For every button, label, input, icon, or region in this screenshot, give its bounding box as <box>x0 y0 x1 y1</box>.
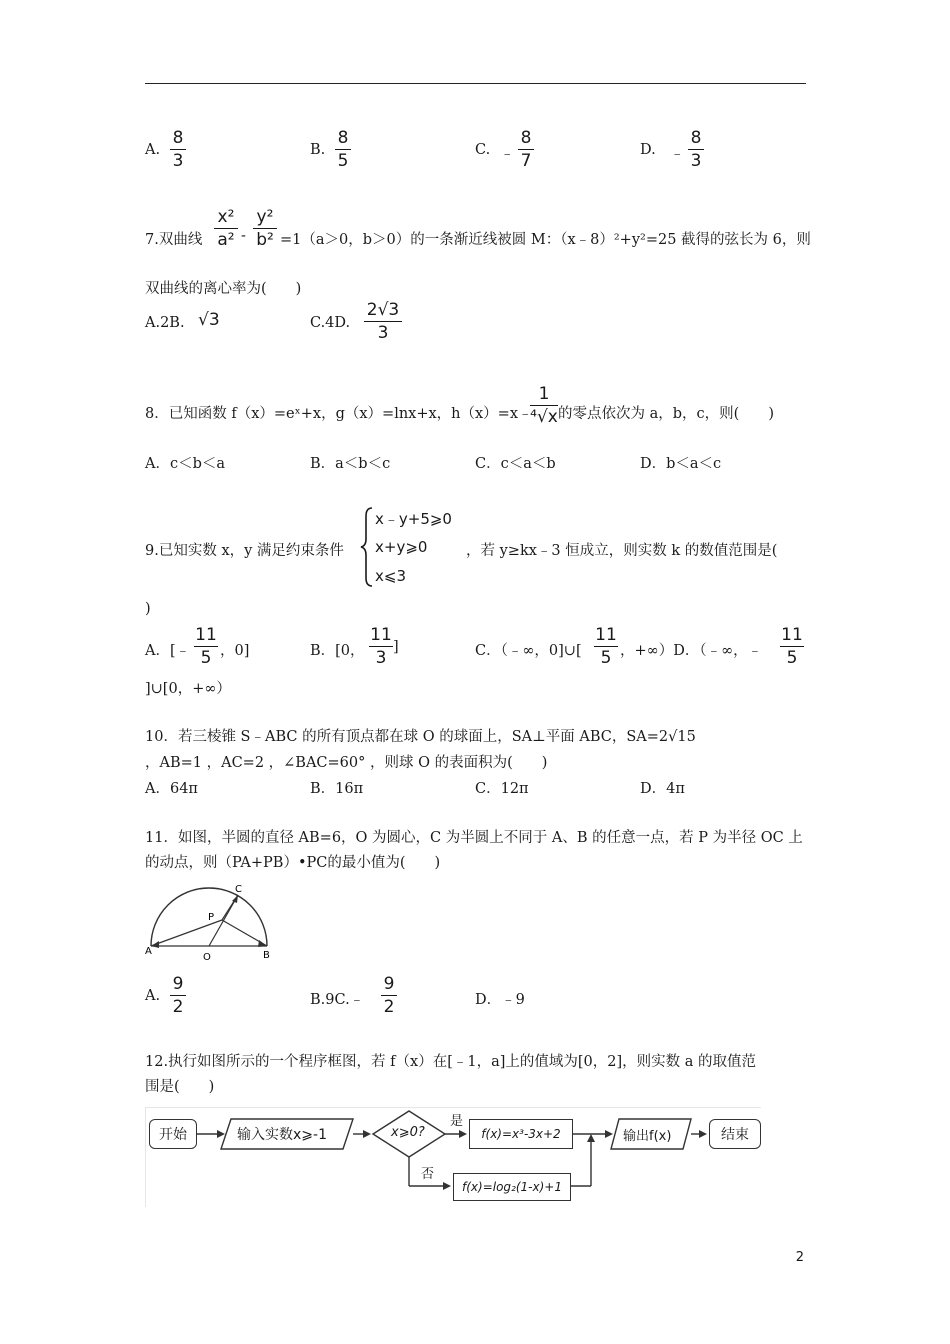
q9-option-a-pre: A．[﹣ <box>145 643 191 659</box>
page-number: 2 <box>795 1250 804 1265</box>
label-p: P <box>208 912 215 923</box>
flow-no-label: 否 <box>421 1167 435 1182</box>
q7-option-d-fraction: 2√3 3 <box>364 300 402 343</box>
q9-option-b-fraction: 11 3 <box>370 625 392 669</box>
q7-option-a: A.2B. <box>145 315 185 331</box>
label-a: A <box>145 946 152 957</box>
q9-line2: ) <box>145 601 151 617</box>
option-c-fraction: 8 7 <box>518 128 534 171</box>
q7-option-c: C.4D. <box>310 315 351 331</box>
q12-line1: 12.执行如图所示的一个程序框图，若 f（x）在[﹣1，a]上的值域为[0，2]，则实数 a 的取值范 <box>145 1054 757 1070</box>
q11-option-bc: B.9C.﹣ <box>310 992 365 1008</box>
q11-option-d: D．﹣9 <box>475 992 525 1008</box>
q9-option-c-pre: C．（﹣∞，0]∪[ <box>475 643 582 659</box>
q10-line1: 10．若三棱锥 S﹣ABC 的所有顶点都在球 O 的球面上，SA⊥平面 ABC，SA=2√15 <box>145 729 696 745</box>
q7-fraction-y: y² b² <box>253 207 277 250</box>
q10-line2: ，AB=1 ，AC=2 ，∠BAC=60° ，则球 O 的表面积为( ) <box>145 755 548 771</box>
q12-flowchart <box>145 1107 761 1207</box>
option-d-fraction: 8 3 <box>688 128 704 171</box>
arrow-c <box>232 895 238 903</box>
q9-option-c-post: ，+∞）D．（﹣∞，﹣ <box>620 643 763 659</box>
option-c-sign: ﹣ <box>500 146 515 162</box>
q9-option-c-fraction: 11 5 <box>595 625 617 669</box>
option-a-label: A. <box>145 142 161 158</box>
label-c: C <box>235 884 242 895</box>
flow-yes-process: f(x)=x³-3x+2 <box>469 1119 573 1149</box>
q8-option-c: C．c＜a＜b <box>475 456 556 472</box>
option-d-label: D. <box>640 142 656 158</box>
q7-fraction-x: x² a² <box>214 207 238 250</box>
q11-line1: 11．如图，半圆的直径 AB=6，O 为圆心，C 为半圆上不同于 A、B 的任意一点，若 P 为半径 OC 上 <box>145 830 803 846</box>
q8-fraction: 1 ⁴√x <box>530 384 558 428</box>
q9-option-b-post: ] <box>393 639 399 655</box>
q8-text: 8．已知函数 f（x）=eˣ+x，g（x）=lnx+x，h（x）=x﹣ <box>145 406 533 422</box>
label-b: B <box>263 950 270 960</box>
q11-option-a-label: A. <box>145 988 161 1004</box>
q9-constraint-3: x⩽3 <box>375 567 406 585</box>
q7-line2: 双曲线的离心率为( ) <box>145 281 302 297</box>
q9-option-d-fraction: 11 5 <box>781 625 803 669</box>
header-rule <box>145 83 806 84</box>
q9-brace <box>360 506 374 588</box>
q8-option-b: B．a＜b＜c <box>310 456 391 472</box>
q10-option-b: B．16π <box>310 781 364 797</box>
q9-constraint-1: x﹣y+5⩾0 <box>375 510 452 528</box>
q10-option-d: D．4π <box>640 781 685 797</box>
flow-no-process: f(x)=log₂(1-x)+1 <box>453 1173 571 1201</box>
q8-tail: 的零点依次为 a，b，c，则( ) <box>558 406 774 422</box>
arrow-b <box>258 940 267 947</box>
q11-semicircle-figure <box>142 880 276 960</box>
arrow-a <box>151 941 159 948</box>
option-b-fraction: 8 5 <box>335 128 351 171</box>
q9-option-b-pre: B．[0， <box>310 643 365 659</box>
q10-option-c: C．12π <box>475 781 529 797</box>
flow-start: 开始 <box>149 1119 197 1149</box>
q9-tail: ，若 y≥kx﹣3 恒成立，则实数 k 的数值范围是( <box>466 543 778 559</box>
q7-option-b-value: √3 <box>198 310 220 330</box>
flow-output-text: 输出f(x) <box>623 1129 672 1144</box>
q8-option-d: D．b＜a＜c <box>640 456 722 472</box>
q9-option-a-fraction: 11 5 <box>195 625 217 669</box>
option-d-sign: ﹣ <box>670 146 685 162</box>
flow-condition-text: x⩾0? <box>391 1125 425 1140</box>
option-a-fraction: 8 3 <box>170 128 186 171</box>
q11-line2: 的动点，则（PA+PB）•PC的最小值为( ) <box>145 855 441 871</box>
q7-rest: =1（a＞0，b＞0）的一条渐近线被圆 M：（x﹣8）²+y²=25 截得的弦长为 6，则 <box>280 232 811 248</box>
flow-yes-label: 是 <box>450 1114 464 1129</box>
q8-option-a: A．c＜b＜a <box>145 456 226 472</box>
option-c-label: C. <box>475 142 491 158</box>
q7-prefix: 7.双曲线 <box>145 232 203 248</box>
q10-option-a: A．64π <box>145 781 198 797</box>
label-o: O <box>203 952 211 960</box>
q12-line2: 围是( ) <box>145 1079 215 1095</box>
q7-minus: - <box>241 228 246 244</box>
q9-constraint-2: x+y⩾0 <box>375 538 428 556</box>
q11-option-c-fraction: 9 2 <box>381 974 397 1017</box>
flow-input-text: 输入实数x⩾-1 <box>237 1127 327 1143</box>
flow-end: 结束 <box>709 1119 761 1149</box>
q9-line3: ]∪[0，+∞） <box>145 681 231 697</box>
option-b-label: B. <box>310 142 326 158</box>
q9-prefix: 9.已知实数 x，y 满足约束条件 <box>145 543 344 559</box>
q11-option-a-fraction: 9 2 <box>170 974 186 1017</box>
q9-option-a-post: ，0] <box>220 643 250 659</box>
